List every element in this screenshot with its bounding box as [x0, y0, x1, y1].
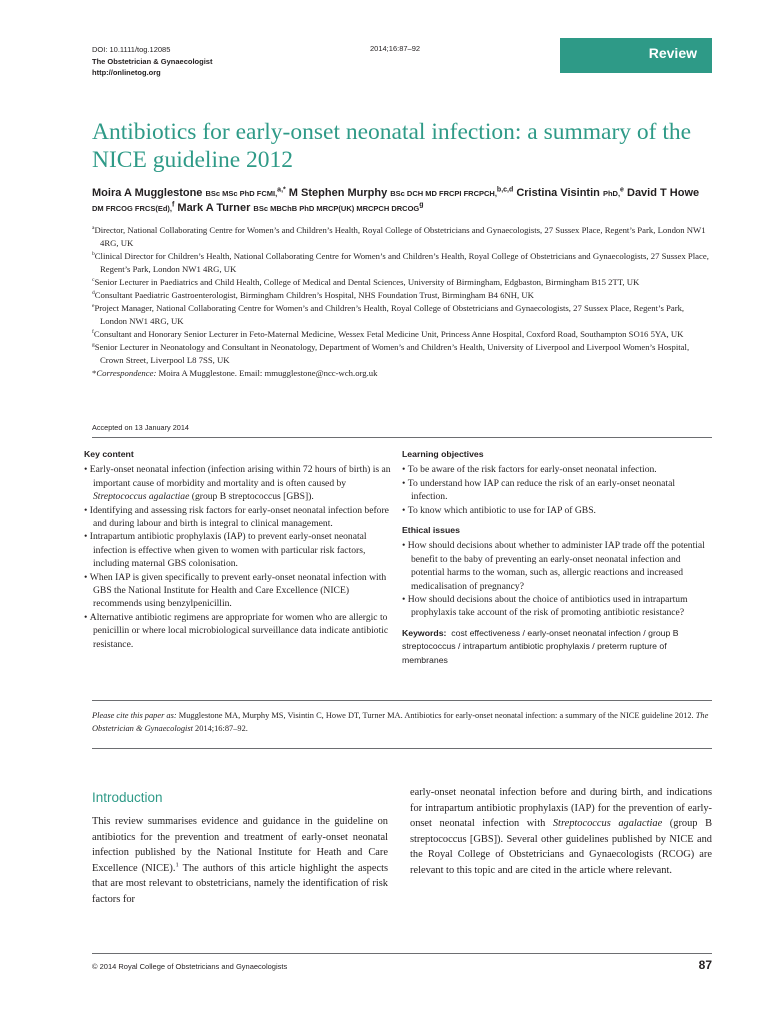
author-marks: a,*	[277, 186, 286, 194]
citation	[92, 710, 712, 735]
citation-text: Mugglestone MA, Murphy MS, Visintin C, Howe DT, Turner MA. Antibiotics for early-onset neonatal infection: a summary of the NICE guideline 2012.	[178, 711, 694, 720]
introduction-text-left	[92, 814, 388, 907]
affiliation-mark: d	[92, 290, 95, 296]
affiliations	[92, 224, 712, 380]
reference-mark[interactable]: 1	[175, 861, 179, 869]
objectives-box	[402, 448, 712, 667]
affiliation	[92, 250, 712, 276]
keywords-text: cost effectiveness / early-onset neonatal infection / group B streptococcus / intrapartum antibiotic prophylaxis / preterm rupture of membranes	[402, 627, 679, 665]
affiliation-mark: g	[92, 342, 95, 348]
journal-name: The Obstetrician & Gynaecologist	[92, 56, 213, 66]
doi: DOI: 10.1111/tog.12085	[92, 45, 171, 54]
affiliation-text: Senior Lecturer in Neonatology and Consultant in Neonatology, Department of Women’s and Children’s Health, University of Liverpool and Liverpool Women’s Hospital, Crown Street, Liverpool L8 7SS, UK	[94, 342, 690, 365]
author-name: Cristina Visintin	[516, 187, 600, 199]
learning-objective-item: • To know which antibiotic to use for IAP of GBS.	[402, 504, 712, 517]
introduction-text-right	[410, 785, 712, 878]
intro-text: The authors of this article highlight the aspects that are most relevant to obstetricians, namely the identification of risk factors for	[92, 862, 388, 905]
affiliation	[92, 328, 712, 341]
key-content-heading: Key content	[84, 449, 134, 459]
ethical-issues-heading: Ethical issues	[402, 525, 460, 536]
key-content-box	[84, 448, 392, 651]
author-list	[92, 186, 712, 216]
article-title: Antibiotics for early-onset neonatal infection: a summary of the NICE guideline 2012	[92, 119, 692, 173]
author-marks: f	[172, 201, 175, 209]
key-content-item: • Identifying and assessing risk factors for early-onset neonatal infection before and during labour and birth is integral to clinical management.	[84, 504, 392, 531]
affiliation-text: Senior Lecturer in Paediatrics and Child Health, College of Medical and Dental Sciences, University of Birmingham, Edgbaston, Birmingham B15 2TT, UK	[94, 277, 640, 287]
learning-objectives-heading: Learning objectives	[402, 449, 484, 459]
affiliation-text: Project Manager, National Collaborating Centre for Women’s and Children’s Health, Royal College of Obstetricians and Gynaecologists, 27 Sussex Place, Regent’s Park, London NW1 4RG, UK	[94, 303, 685, 326]
accepted-date: Accepted on 13 January 2014	[92, 423, 189, 432]
author-degrees: BSc MSc PhD FCMI,	[205, 189, 278, 198]
author-degrees: PhD,	[602, 189, 621, 198]
author-marks: e	[620, 186, 624, 194]
journal-meta	[92, 44, 212, 79]
affiliation-text: Consultant and Honorary Senior Lecturer in Feto-Maternal Medicine, Wessex Fetal Medicine Unit, Princess Anne Hospital, Coxford Road, Southampton SO16 5YA, UK	[93, 329, 684, 339]
intro-species-name: Streptococcus agalactiae	[552, 818, 663, 829]
page-number: 87	[698, 958, 712, 972]
author-marks: g	[419, 201, 424, 209]
volume-info: 2014;16:87–92	[370, 44, 421, 53]
affiliation-mark: e	[92, 303, 95, 309]
author-degrees: BSc MBChB PhD MRCP(UK) MRCPCH DRCOG	[253, 204, 420, 213]
affiliation-text: Consultant Paediatric Gastroenterologist, Birmingham Children’s Hospital, NHS Foundation Trust, Birmingham B4 6NH, UK	[94, 290, 534, 300]
affiliation	[92, 276, 712, 289]
keywords-label: Keywords:	[402, 627, 447, 638]
introduction-heading: Introduction	[92, 790, 163, 805]
copyright: © 2014 Royal College of Obstetricians and Gynaecologists	[92, 962, 288, 971]
divider	[92, 437, 712, 438]
citation-label: Please cite this paper as:	[92, 711, 177, 720]
author-marks: b,c,d	[496, 186, 514, 194]
key-content-item: • When IAP is given specifically to prevent early-onset neonatal infection with GBS the National Institute for Health and Care Excellence (NICE) recommends using benzylpenicillin.	[84, 571, 392, 611]
intro-text: (group B streptococcus [GBS]). Several other guidelines published by NICE and the Royal College of Obstetricians and Gynaecologists (RCOG) are relevant to this topic and are cited in the article where relevant.	[410, 818, 712, 876]
author-name: M Stephen Murphy	[288, 187, 388, 199]
ethical-issue-item: • How should decisions about whether to administer IAP trade off the potential benefit to the baby of preventing an early-onset neonatal infection and potential harms to the woman, such as, allergic reactions and increased medicalisation of pregnancy?	[402, 539, 712, 593]
author-name: Moira A Mugglestone	[92, 187, 203, 199]
key-content-item: • Alternative antibiotic regimens are appropriate for women who are allergic to penicillin or where local microbiological surveillance data indicate antibiotic resistance.	[84, 611, 392, 651]
affiliation-mark: b	[92, 251, 95, 257]
divider	[92, 953, 712, 954]
correspondence-mark: *	[92, 368, 97, 378]
keywords	[402, 627, 712, 667]
affiliation	[92, 302, 712, 328]
correspondence-text[interactable]: Moira A Mugglestone. Email: mmugglestone@ncc-wch.org.uk	[158, 368, 378, 378]
affiliation-text: Director, National Collaborating Centre for Women’s and Children’s Health, Royal College of Obstetricians and Gynaecologists, 27 Sussex Place, Regent’s Park, London NW1 4RG, UK	[94, 225, 706, 248]
key-content-item: • Intrapartum antibiotic prophylaxis (IAP) to prevent early-onset neonatal infection is effective when given to women with particular risk factors, including maternal GBS colonisation.	[84, 530, 392, 570]
intro-text: early-onset neonatal infection before and during birth, and indications for intrapartum antibiotic prophylaxis (IAP) for the prevention of early-onset neonatal infection with	[410, 787, 712, 829]
author-name: David T Howe	[627, 187, 700, 199]
affiliation-text: Clinical Director for Children’s Health, National Collaborating Centre for Women’s and Children’s Health, Royal College of Obstetricians and Gynaecologists, 27 Sussex Place, Regent’s Park, London NW1 4RG, UK	[94, 251, 709, 274]
journal-url[interactable]: http://onlinetog.org	[92, 68, 161, 77]
correspondence-label: Correspondence:	[96, 368, 157, 378]
affiliation	[92, 289, 712, 302]
affiliation	[92, 341, 712, 367]
divider	[92, 748, 712, 749]
key-content-item: • Early-onset neonatal infection (infection arising within 72 hours of birth) is an important cause of morbidity and mortality and is often caused by Streptococcus agalactiae (group B streptococcus [GBS]).	[84, 463, 392, 503]
author-name: Mark A Turner	[177, 202, 251, 214]
author-degrees: BSc DCH MD FRCPI FRCPCH,	[390, 189, 497, 198]
affiliation	[92, 224, 712, 250]
affiliation-mark: f	[92, 329, 94, 335]
author-degrees: DM FRCOG FRCS(Ed),	[92, 204, 172, 213]
citation-ref: 2014;16:87–92.	[195, 723, 248, 733]
correspondence	[92, 367, 712, 380]
affiliation-mark: c	[92, 277, 95, 283]
learning-objective-item: • To understand how IAP can reduce the risk of an early-onset neonatal infection.	[402, 477, 712, 504]
citation-journal: The Obstetrician & Gynaecologist	[92, 711, 709, 733]
ethical-issue-item: • How should decisions about the choice of antibiotics used in intrapartum prophylaxis take account of the risk of promoting antibiotic resistance?	[402, 593, 712, 620]
divider	[92, 700, 712, 701]
section-tab: Review	[560, 38, 712, 73]
learning-objective-item: • To be aware of the risk factors for early-onset neonatal infection.	[402, 463, 712, 476]
affiliation-mark: a	[92, 225, 95, 231]
intro-text: This review summarises evidence and guidance in the guideline on antibiotics for the prevention and treatment of early-onset neonatal infection published by the National Institute for Heath and Care Excellence (NICE).	[92, 816, 388, 874]
